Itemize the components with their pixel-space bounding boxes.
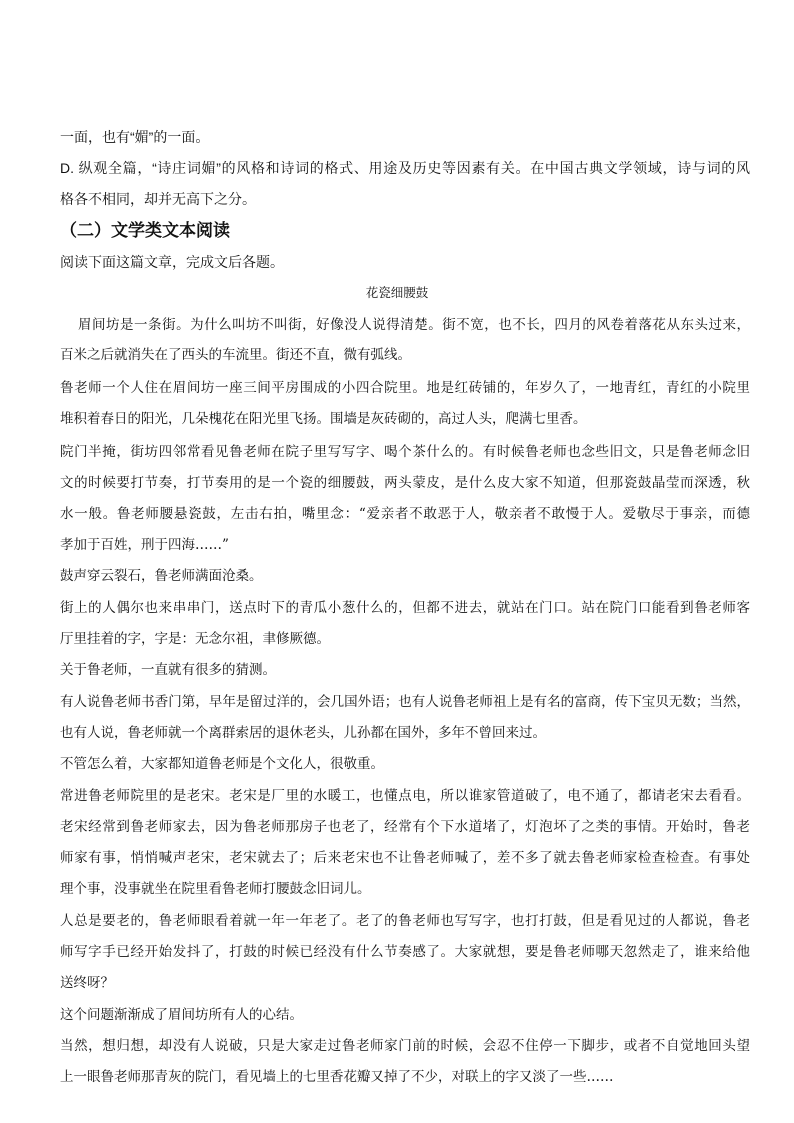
article-line: 上一眼鲁老师那青灰的院门，看见墙上的七里香花瓣又掉了不少，对联上的字又淡了一些…… (60, 1069, 614, 1085)
article-line: 鼓声穿云裂石，鲁老师满面沧桑。 (60, 568, 263, 584)
article-line: 水一般。鲁老师腰悬瓷鼓，左击右拍，嘴里念：“爱亲者不敢恶于人，敬亲者不敢慢于人。爱敬尽于事亲，而德 (60, 506, 750, 522)
article-line: 院门半掩，街坊四邻常看见鲁老师在院子里写写字、喝个茶什么的。有时候鲁老师也念些旧文，只是鲁老师念旧 (60, 444, 750, 460)
article-line: 有人说鲁老师书香门第，早年是留过洋的，会几国外语；也有人说鲁老师祖上是有名的富商，传下宝贝无数；当然， (60, 694, 750, 710)
article-line: 百米之后就消失在了西头的车流里。街还不直，微有弧线。 (60, 347, 411, 363)
option-d-line-2: 格各不相同，却并无高下之分。 (60, 191, 256, 207)
article-line: 送终呀？ (60, 975, 114, 991)
article-line: 老宋经常到鲁老师家去，因为鲁老师那房子也老了，经常有个下水道堵了，灯泡坏了之类的事情。开始时，鲁老 (60, 819, 750, 835)
article-title: 花瓷细腰鼓 (365, 285, 429, 300)
article-line: 堆积着春日的阳光，几朵槐花在阳光里飞扬。围墙是灰砖砌的，高过人头，爬满七里香。 (60, 411, 587, 427)
section-heading: （二）文学类文本阅读 (60, 221, 230, 240)
article-line: 鲁老师一个人住在眉间坊一座三间平房围成的小四合院里。地是红砖铺的，年岁久了，一地青红，青红的小院里 (60, 380, 750, 396)
article-line: 常进鲁老师院里的是老宋。老宋是厂里的水暖工，也懂点电，所以谁家管道破了，电不通了，都请老宋去看看。 (60, 788, 750, 804)
article-line: 人总是要老的，鲁老师眼看着就一年一年老了。老了的鲁老师也写写字，也打打鼓，但是看见过的人都说，鲁老 (60, 913, 750, 929)
article-line: 当然，想归想，却没有人说破，只是大家走过鲁老师家门前的时候，会忍不住停一下脚步，或者不自觉地回头望 (60, 1038, 750, 1054)
article-line: 师家有事，悄悄喊声老宋，老宋就去了；后来老宋也不让鲁老师喊了，差不多了就去鲁老师家检查检查。有事处 (60, 850, 750, 866)
article-line: 眉间坊是一条街。为什么叫坊不叫街，好像没人说得清楚。街不宽，也不长，四月的风卷着落花从东头过来， (78, 317, 750, 333)
option-d-line-1: D. 纵观全篇，“诗庄词媚”的风格和诗词的格式、用途及历史等因素有关。在中国古典文学领域，诗与词的风 (60, 160, 750, 176)
intro-line: 一面，也有“媚”的一面。 (60, 129, 210, 145)
article-line: 孝加于百姓，刑于四海……” (60, 537, 229, 553)
reading-instruction: 阅读下面这篇文章，完成文后各题。 (60, 254, 284, 270)
article-line: 文的时候要打节奏，打节奏用的是一个瓷的细腰鼓，两头蒙皮，是什么皮大家不知道，但那瓷鼓晶莹而深透，秋 (60, 475, 750, 491)
article-line: 不管怎么着，大家都知道鲁老师是个文化人，很敬重。 (60, 756, 384, 772)
article-line: 厅里挂着的字，字是：无念尔祖，聿修厥德。 (60, 631, 330, 647)
article-line: 也有人说，鲁老师就一个离群索居的退休老头，儿孙都在国外，多年不曾回来过。 (60, 725, 546, 741)
article-line: 关于鲁老师，一直就有很多的猜测。 (60, 662, 276, 678)
article-line: 街上的人偶尔也来串串门，送点时下的青瓜小葱什么的，但都不进去，就站在门口。站在院门口能看到鲁老师客 (60, 600, 750, 616)
article-line: 这个问题渐渐成了眉间坊所有人的心结。 (60, 1007, 303, 1023)
article-line: 理个事，没事就坐在院里看鲁老师打腰鼓念旧词儿。 (60, 881, 371, 897)
article-line: 师写字手已经开始发抖了，打鼓的时候已经没有什么节奏感了。大家就想，要是鲁老师哪天忽然走了，谁来给他 (60, 944, 750, 960)
